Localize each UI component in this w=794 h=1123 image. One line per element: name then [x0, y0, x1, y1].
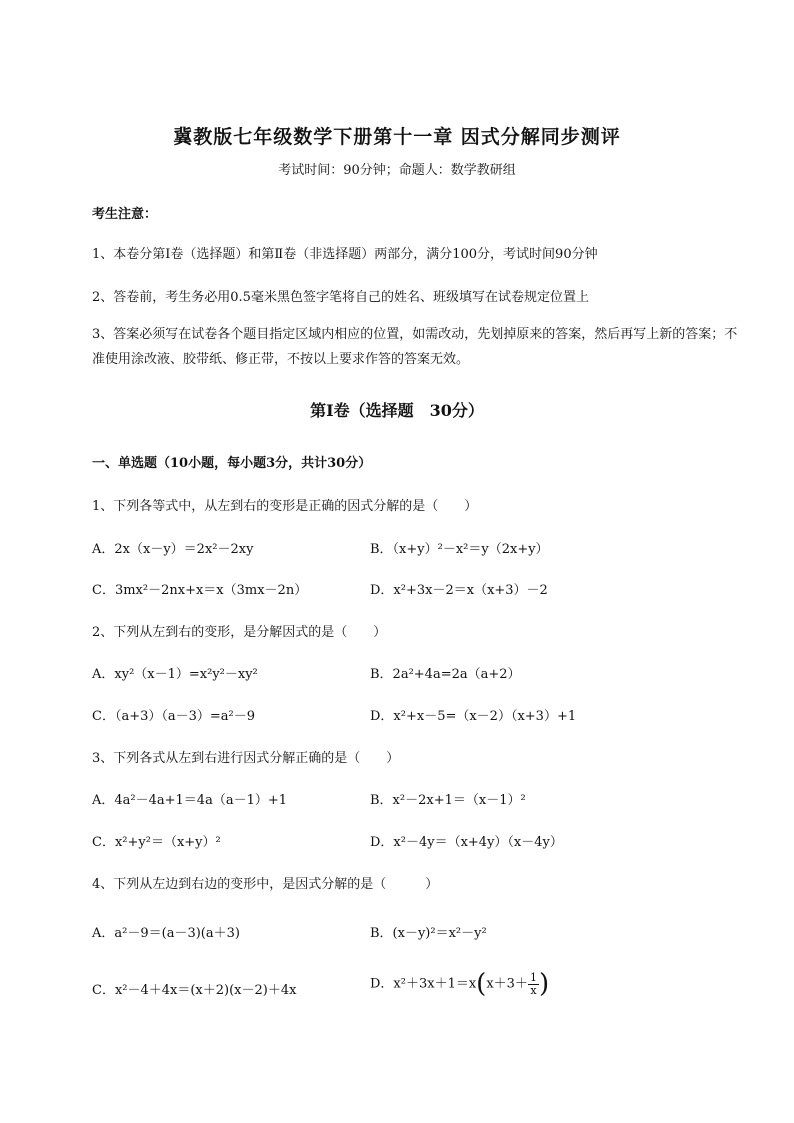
fraction-numerator: 1 [529, 970, 537, 984]
question-4-stem: 4、下列从左边到右边的变形中，是因式分解的是（ ） [92, 877, 439, 892]
part-heading: 一、单选题（10小题，每小题3分，共计30分） [92, 456, 372, 471]
question-2-option-d[interactable]: D．x²+x－5=（x－2）（x+3）+1 [370, 709, 577, 724]
fraction-denominator: x [530, 983, 537, 997]
open-paren: ( [476, 969, 487, 999]
notice-item-3: 3、答案必须写在试卷各个题目指定区域内相应的位置，如需改动，先划掉原来的答案，然后再写上新的答案；不准使用涂改液、胶带纸、修正带，不按以上要求作答的答案无效。 [92, 327, 738, 367]
page-title: 冀教版七年级数学下册第十一章 因式分解同步测评 [173, 126, 621, 148]
question-4-option-a[interactable]: A．a²－9＝(a－3)(a＋3) [92, 926, 240, 941]
notice-item-2: 2、答卷前，考生务必用0.5毫米黑色签字笔将自己的姓名、班级填写在试卷规定位置上 [92, 290, 589, 305]
fraction [528, 972, 539, 997]
question-3-option-b[interactable]: B．x²－2x+1＝（x－1）² [370, 793, 526, 808]
question-3-option-a[interactable]: A．4a²－4a+1＝4a（a－1）+1 [92, 793, 288, 808]
question-2-option-a[interactable]: A．xy²（x－1）=x²y²－xy² [92, 667, 258, 682]
question-4-option-d[interactable] [370, 969, 549, 999]
question-2-stem: 2、下列从左到右的变形，是分解因式的是（ ） [92, 625, 387, 640]
question-4-option-c[interactable]: C．x²－4＋4x＝(x＋2)(x－2)＋4x [92, 983, 297, 998]
question-2-option-b[interactable]: B．2a²+4a=2a（a+2） [370, 667, 521, 682]
exam-info: 考试时间：90分钟；命题人：数学教研组 [278, 163, 516, 178]
close-paren: ) [538, 969, 550, 999]
question-4-option-b[interactable]: B．(x－y)²＝x²－y² [370, 926, 487, 941]
question-1-option-a[interactable]: A．2x（x－y）＝2x²－2xy [92, 542, 254, 557]
question-1-option-c[interactable]: C．3mx²－2nx+x＝x（3mx－2n） [92, 583, 308, 598]
notice-item-1: 1、本卷分第I卷（选择题）和第Ⅱ卷（非选择题）两部分，满分100分，考试时间90分钟 [92, 247, 598, 262]
question-3-option-c[interactable]: C．x²+y²＝（x+y）² [92, 835, 221, 850]
question-4-option-d-prefix: D．x²＋3x＋1＝x [370, 976, 477, 992]
notice-heading: 考生注意： [92, 207, 158, 222]
question-2-option-c[interactable]: C．（a+3）（a－3）=a²－9 [92, 709, 256, 724]
section-title: 第I卷（选择题 30分） [310, 401, 484, 420]
question-1-option-d[interactable]: D．x²+3x－2＝x（x+3）－2 [370, 583, 548, 598]
question-1-option-b[interactable]: B．（x+y）²－x²＝y（2x+y） [370, 542, 549, 557]
question-4-option-d-inner: x＋3＋ [486, 976, 528, 992]
question-3-stem: 3、下列各式从左到右进行因式分解正确的是（ ） [92, 751, 400, 766]
question-3-option-d[interactable]: D．x²－4y＝（x+4y）（x－4y） [370, 835, 563, 850]
question-1-stem: 1、下列各等式中，从左到右的变形是正确的因式分解的是（ ） [92, 499, 478, 514]
